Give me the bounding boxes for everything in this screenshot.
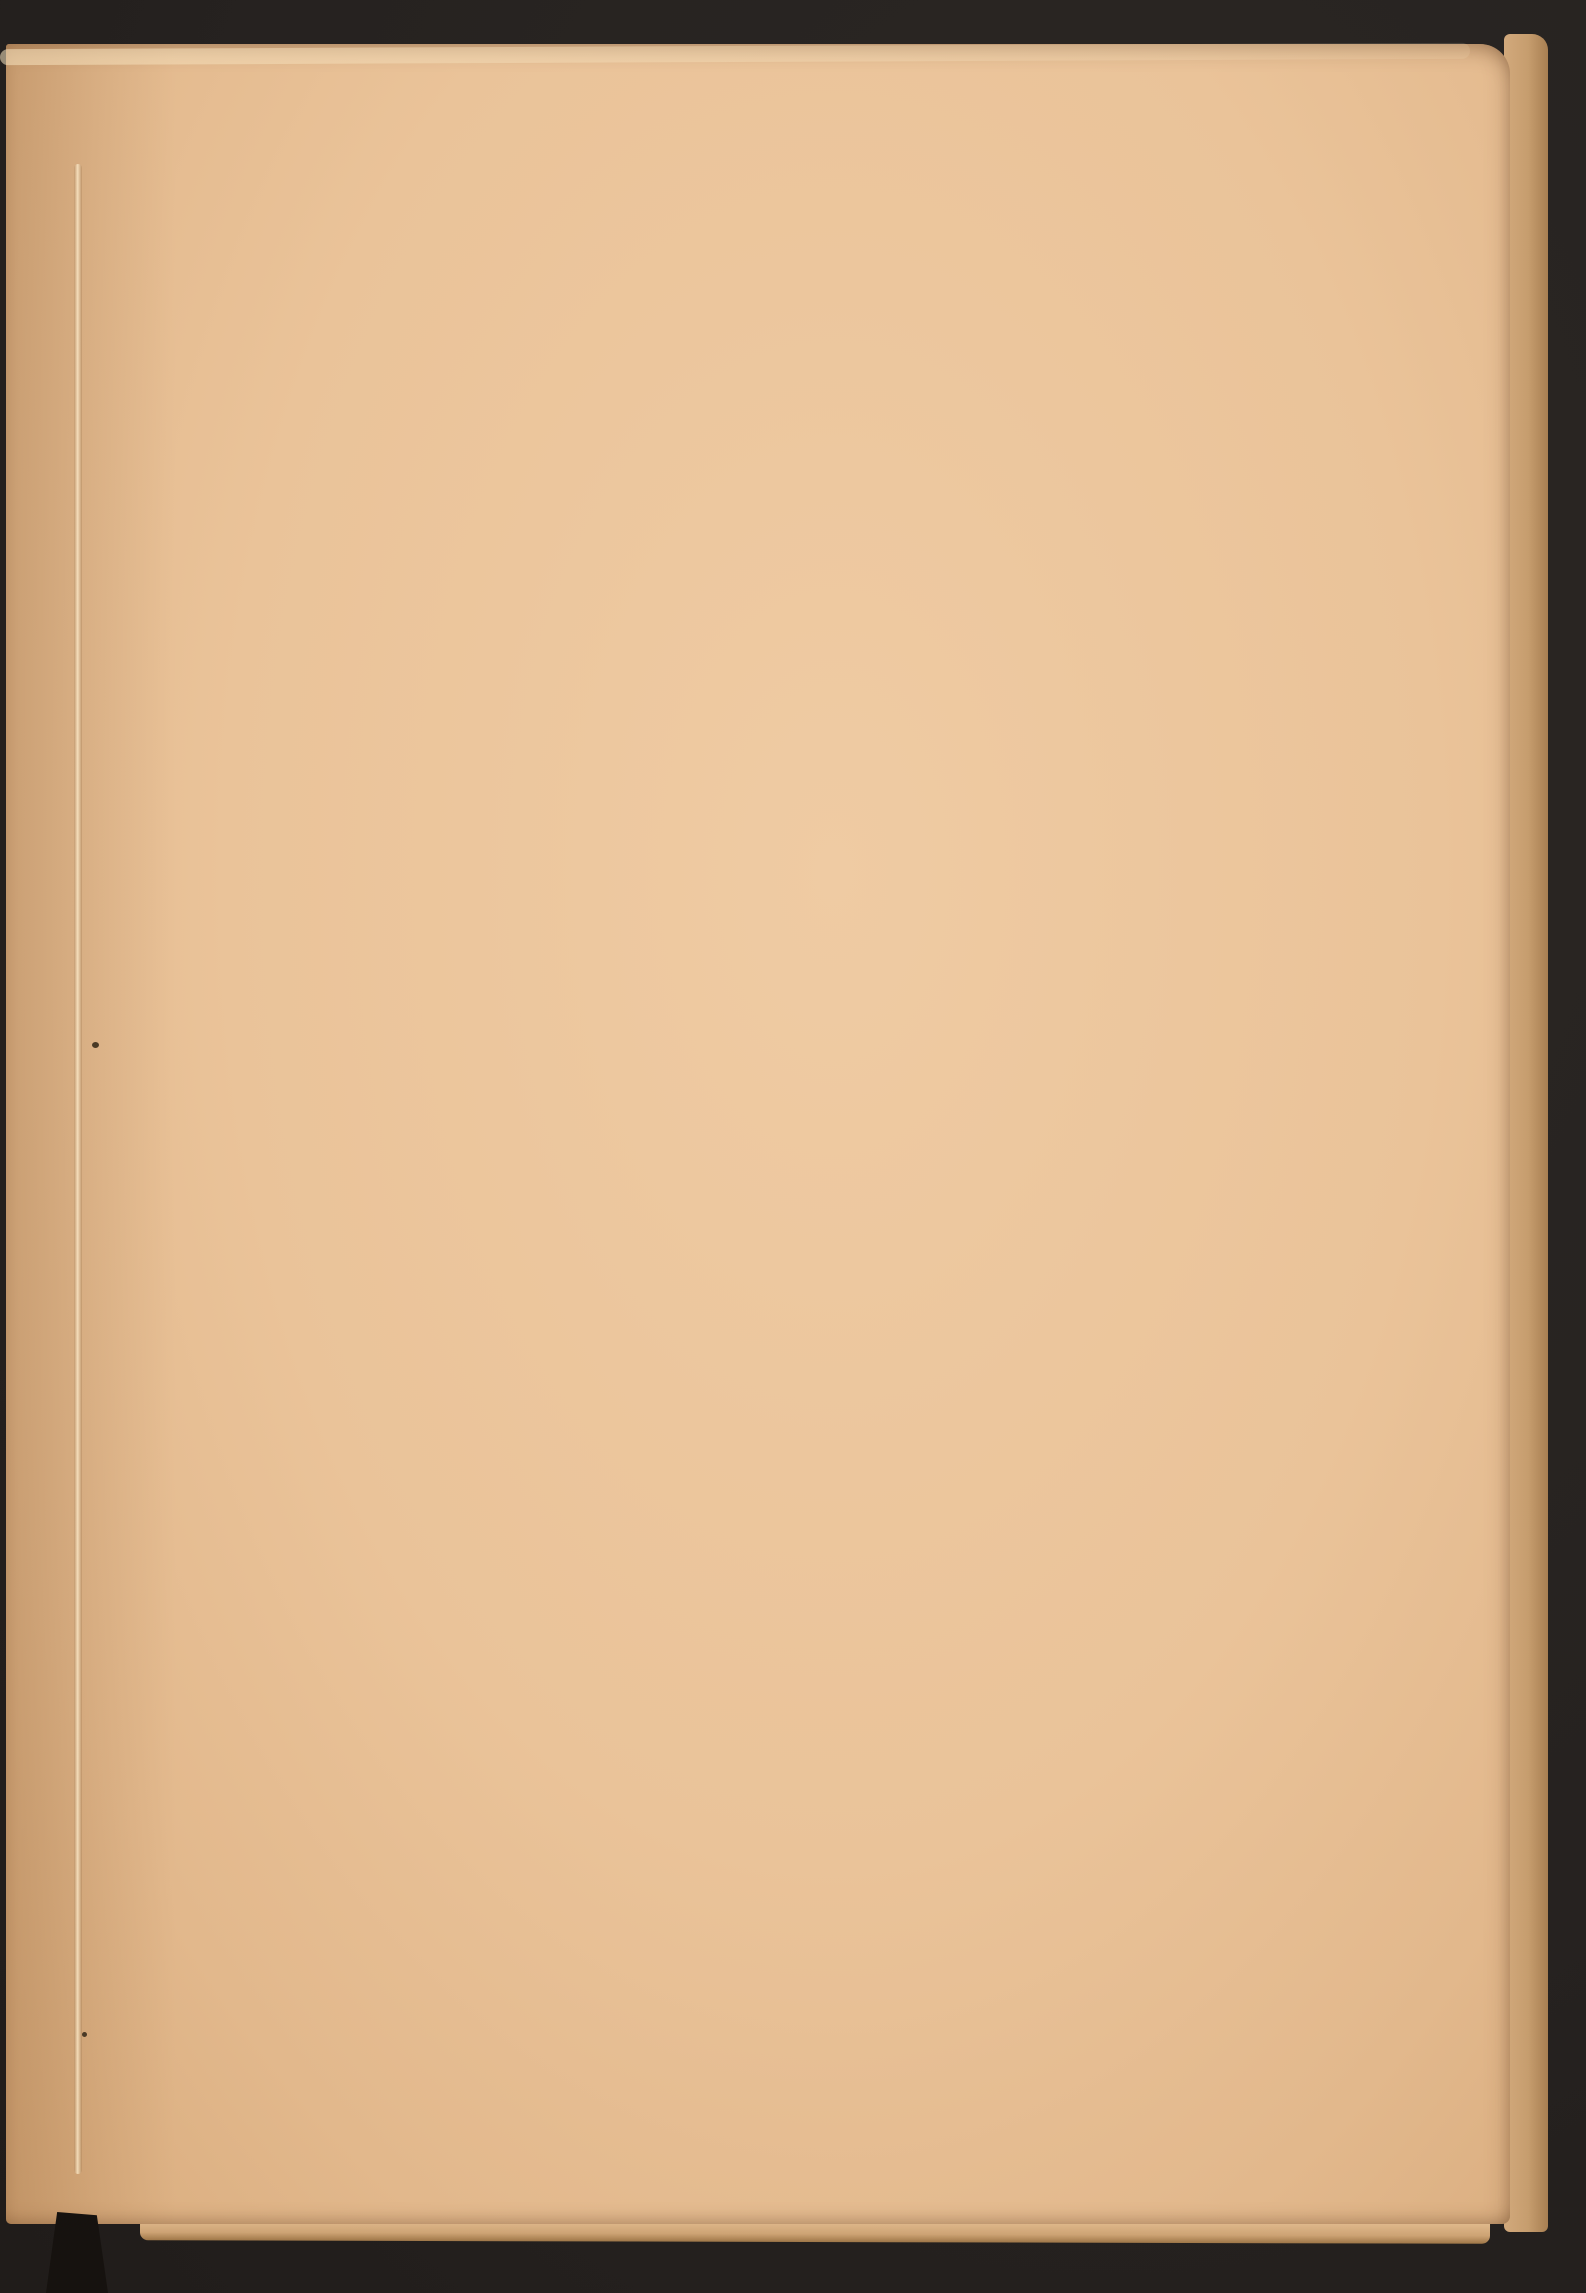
book-page xyxy=(6,44,1510,2224)
paper-speck xyxy=(82,2032,87,2037)
binding-clip xyxy=(46,2212,108,2293)
page-crease xyxy=(74,164,82,2174)
paper-speck xyxy=(92,1042,99,1048)
gutter-shadow xyxy=(6,44,176,2224)
underlying-page-edge-right xyxy=(1504,34,1548,2232)
